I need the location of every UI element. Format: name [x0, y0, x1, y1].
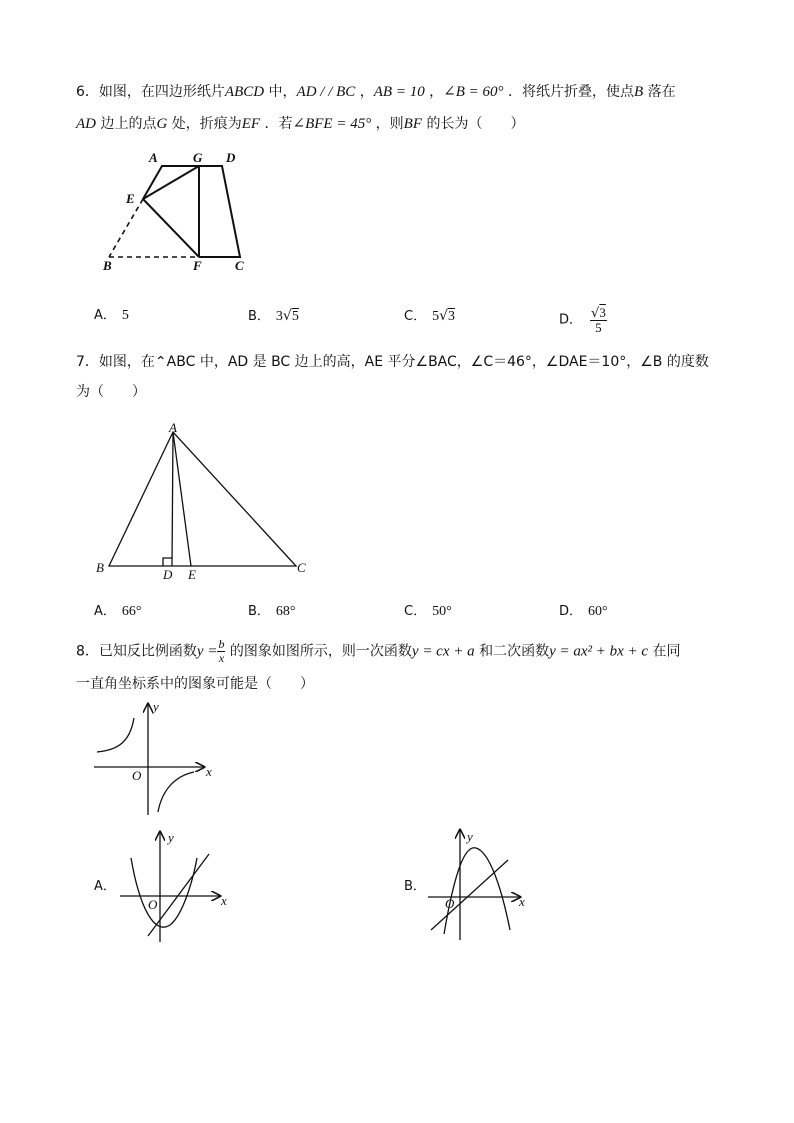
q6-option-c-letter: C． [404, 309, 427, 324]
q8-given-origin: O [132, 768, 142, 783]
q7-label-d: D [163, 567, 173, 582]
q7-option-d-value: 60° [588, 604, 608, 619]
q6-text-1d: 落在 [643, 84, 676, 100]
q6-option-c[interactable]: C． 5√3 [404, 308, 455, 324]
q6-label-a: A [149, 150, 158, 165]
q8-a-x-label: x [221, 893, 227, 908]
q6-text-2b: 处，折痕为 [167, 116, 242, 132]
q6-sep-1: ， [355, 84, 374, 100]
q7-option-c-letter: C． [404, 604, 427, 619]
q6-option-c-radicand: 3 [448, 309, 455, 324]
q8-b-y-label: y [467, 829, 473, 844]
q8-a-origin: O [148, 897, 158, 912]
q6-option-d-fraction: $\frac{√3}{5}$ [591, 305, 606, 335]
q6-label-g: G [193, 150, 203, 165]
q6-text-2a: 边上的点 [96, 116, 157, 132]
q8-b-parabola [444, 848, 510, 934]
q6-text-1c: ．将纸片折叠，使点 [503, 84, 634, 100]
q7-option-a-letter: A． [94, 604, 116, 619]
q8-a-y-label: y [168, 830, 174, 845]
q6-option-d-letter: D． [559, 312, 583, 328]
q6-option-c-coef: 5 [432, 309, 440, 324]
q6-label-b: B [103, 258, 112, 273]
q8-b-line [431, 860, 508, 930]
q6-label-f: F [193, 258, 202, 273]
q7-number: 7． [76, 354, 99, 370]
q6-point-b: B [633, 84, 644, 100]
q8-b-origin: O [445, 896, 455, 911]
q7-option-c-value: 50° [432, 604, 452, 619]
q8-frac-den: x [218, 651, 225, 665]
q8-option-a-letter: A． [94, 879, 116, 894]
q6-cond-angle-bfe: ∠BFE = 45° [292, 116, 372, 132]
q6-label-e: E [126, 191, 135, 206]
q8-text-1c: 和二次函数 [474, 643, 550, 660]
q6-cond-parallel: AD / / BC [296, 84, 356, 100]
q6-cond-ab: AB = 10 [373, 84, 425, 100]
q6-option-a-value: 5 [121, 308, 129, 323]
q6-label-c: C [235, 258, 244, 273]
q7-option-a-value: 66° [121, 604, 142, 619]
q6-text-2d: ，则 [371, 116, 404, 132]
q7-text-1: 如图，在⌃ABC 中，AD 是 BC 边上的高，AE 平分∠BAC，∠C＝46°，∠DAE＝10°，∠B 的度数 [98, 354, 709, 370]
q7-label-e: E [188, 567, 196, 582]
q6-option-b-coef: 3 [275, 309, 283, 324]
q8-number: 8． [76, 643, 99, 660]
q8-given-x-label: x [206, 764, 212, 779]
q6-option-b-radicand: 5 [291, 309, 299, 324]
q6-crease-ef: EF [241, 116, 261, 132]
q6-text-1a: 如图，在四边形纸片 [98, 84, 225, 100]
q6-option-d-denominator: 5 [595, 320, 602, 335]
q7-option-d-letter: D． [559, 604, 583, 619]
q7-label-b: B [96, 560, 104, 575]
q8-y-equals: y = [196, 643, 218, 660]
q8-text-1b: 的图象如图所示，则一次函数 [225, 643, 412, 660]
q6-quad-name: ABCD [224, 84, 265, 100]
q7-option-b-letter: B． [248, 604, 270, 619]
q6-point-g: G [156, 116, 168, 132]
q8-quadratic-fn: y = ax² + bx + c [549, 643, 649, 660]
q6-option-b[interactable]: B． 3√5 [248, 308, 299, 324]
q6-text-2c: ．若 [260, 116, 293, 132]
q7-text-2: 为（ ） [76, 384, 146, 400]
q6-sep-2: ， [424, 84, 444, 100]
q6-option-d-radicand: 3 [599, 305, 606, 320]
q8-given-y-label: y [153, 699, 159, 714]
q6-label-d: D [226, 150, 236, 165]
q8-b-x-label: x [519, 894, 525, 909]
q6-text-2e: 的长为（ ） [422, 116, 525, 132]
q7-option-b-value: 68° [275, 604, 296, 619]
q7-label-a: A [169, 420, 177, 435]
q8-text-1d: 在同 [648, 643, 681, 660]
q8-option-b-letter: B． [404, 879, 426, 894]
q8-linear-fn: y = cx + a [411, 643, 475, 660]
q6-side-ad: AD [76, 116, 96, 132]
q6-segment-bf: BF [403, 116, 422, 132]
q8-text-2: 一直角坐标系中的图象可能是（ ） [76, 676, 314, 692]
q6-option-a-letter: A． [94, 308, 116, 323]
q8-frac-num: b [218, 637, 225, 651]
q6-number: 6． [76, 84, 99, 100]
q7-label-c: C [297, 560, 306, 575]
q6-cond-angle-b: ∠B = 60° [443, 84, 504, 100]
q8-text-1a: 已知反比例函数 [98, 643, 197, 660]
q6-text-1b: 中， [264, 84, 297, 100]
q6-option-b-letter: B． [248, 309, 270, 324]
